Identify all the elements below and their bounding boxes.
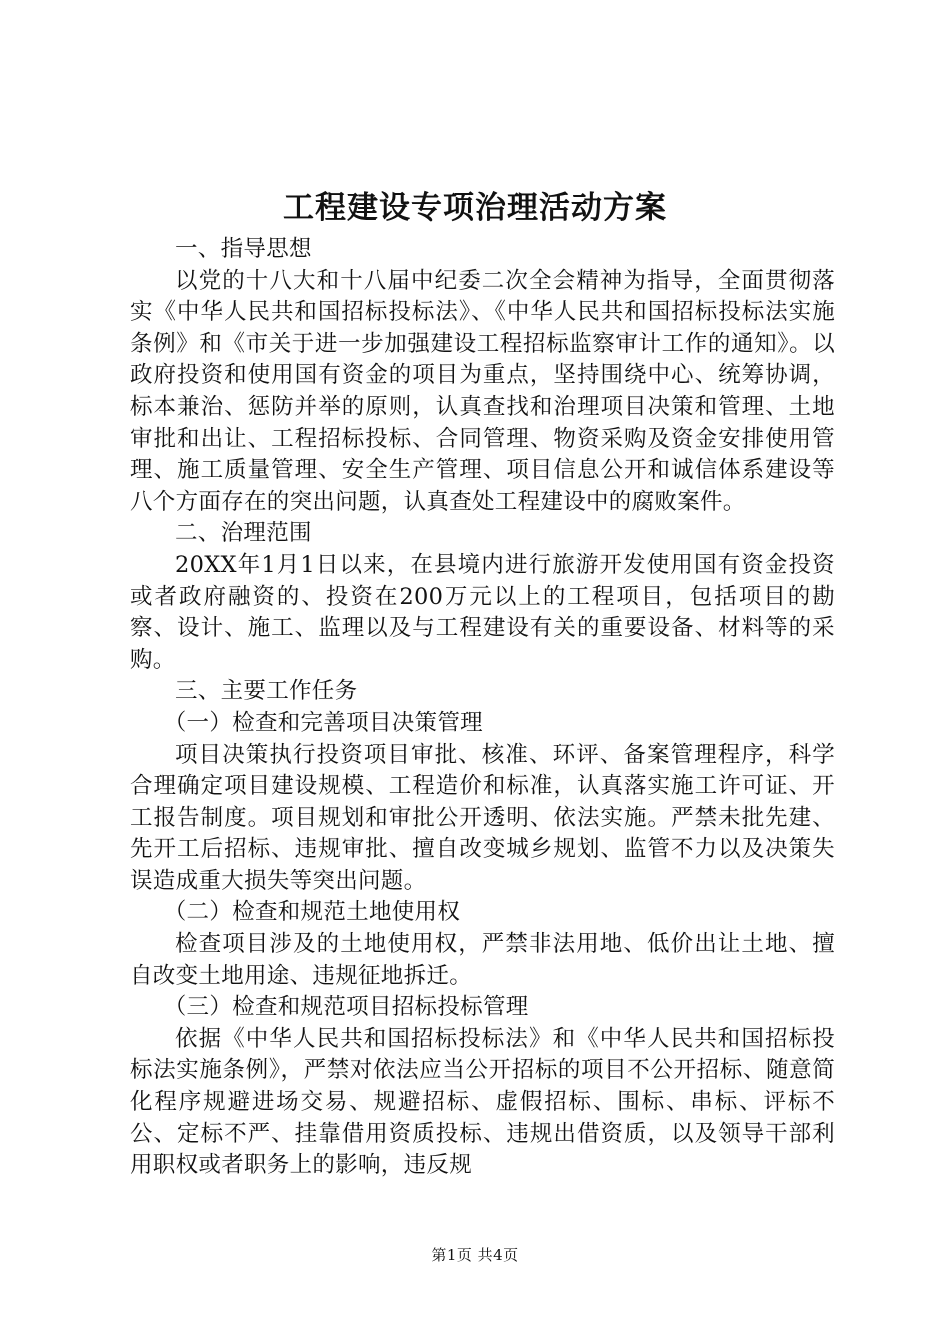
body-paragraph: 检查项目涉及的土地使用权，严禁非法用地、低价出让土地、擅自改变土地用途、违规征地拆迁。: [130, 931, 835, 989]
body-paragraph: 20XX年1月1日以来，在县境内进行旅游开发使用国有资金投资或者政府融资的、投资在200万元以上的工程项目，包括项目的勘察、设计、施工、监理以及与工程建设有关的重要设备、材料等的采购。: [130, 551, 835, 673]
page-footer: 第1页 共4页: [431, 1246, 519, 1264]
section-heading: 三、主要工作任务: [175, 678, 358, 705]
section-heading: 一、指导思想: [175, 236, 312, 262]
body-paragraph: 依据《中华人民共和国招标投标法》和《中华人民共和国招标投标法实施条例》，严禁对依法应当公开招标的项目不公开招标、随意简化程序规避进场交易、规避招标、虚假招标、围标、串标、评标不公、定标不严、挂靠借用资质投标、违规出借资质，以及领导干部利用职权或者职务上的影响，违反规: [130, 1025, 835, 1179]
subsection-heading: （二）检查和规范土地使用权: [163, 899, 461, 926]
subsection-heading: （三）检查和规范项目招标投标管理: [163, 994, 529, 1021]
subsection-heading: （一）检查和完善项目决策管理: [163, 709, 483, 736]
body-paragraph: 项目决策执行投资项目审批、核准、环评、备案管理程序，科学合理确定项目建设规模、工程造价和标准，认真落实施工许可证、开工报告制度。项目规划和审批公开透明、依法实施。严禁未批先建、先开工后招标、违规审批、擅自改变城乡规划、监管不力以及决策失误造成重大损失等突出问题。: [130, 741, 835, 894]
body-paragraph: 以党的十八大和十八届中纪委二次全会精神为指导，全面贯彻落实《中华人民共和国招标投标法》、《中华人民共和国招标投标法实施条例》和《市关于进一步加强建设工程招标监察审计工作的通知》。以政府投资和使用国有资金的项目为重点，坚持围绕中心、统筹协调，标本兼治、惩防并举的原则，认真查找和治理项目决策和管理、土地审批和出让、工程招标投标、合同管理、物资采购及资金安排使用管理、施工质量管理、安全生产管理、项目信息公开和诚信体系建设等八个方面存在的突出问题，认真查处工程建设中的腐败案件。: [130, 267, 835, 515]
document-title: 工程建设专项治理活动方案: [283, 190, 667, 226]
document-body: [130, 234, 835, 1182]
section-heading: 二、治理范围: [175, 520, 312, 547]
